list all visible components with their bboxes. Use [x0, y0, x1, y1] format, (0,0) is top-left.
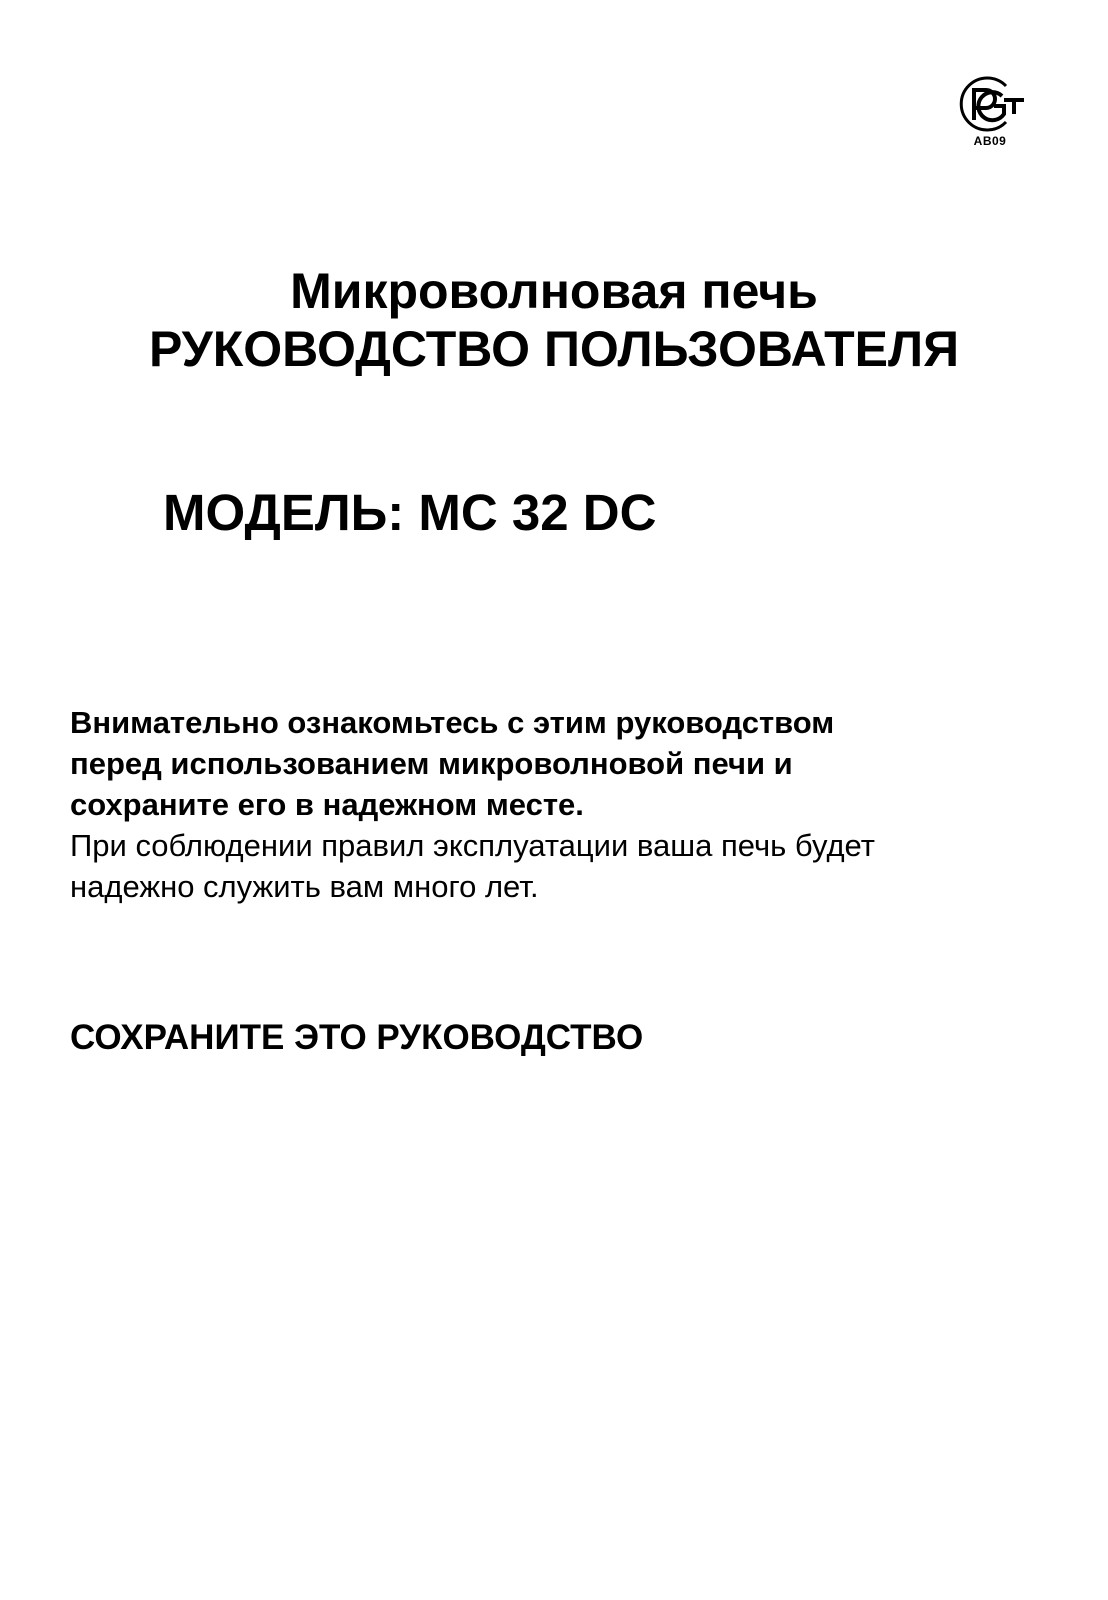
- intro-bold-line: Внимательно ознакомьтесь с этим руководством: [70, 705, 835, 740]
- intro-bold-line: сохраните его в надежном месте.: [70, 787, 584, 822]
- title-product-name: Микроволновая печь: [290, 263, 818, 319]
- intro-bold-line: перед использованием микроволновой печи и: [70, 746, 793, 781]
- title-manual-type: РУКОВОДСТВО ПОЛЬЗОВАТЕЛЯ: [148, 321, 960, 377]
- intro-normal-line: надежно служить вам много лет.: [70, 869, 539, 904]
- certification-code: AB09: [973, 134, 1007, 148]
- save-manual-notice: СОХРАНИТЕ ЭТО РУКОВОДСТВО: [70, 1018, 644, 1057]
- intro-normal-line: При соблюдении правил эксплуатации ваша печь будет: [70, 828, 875, 863]
- model-label: МОДЕЛЬ: MC 32 DC: [163, 484, 657, 541]
- intro-paragraph: [70, 702, 1070, 907]
- document-title: [0, 262, 1108, 378]
